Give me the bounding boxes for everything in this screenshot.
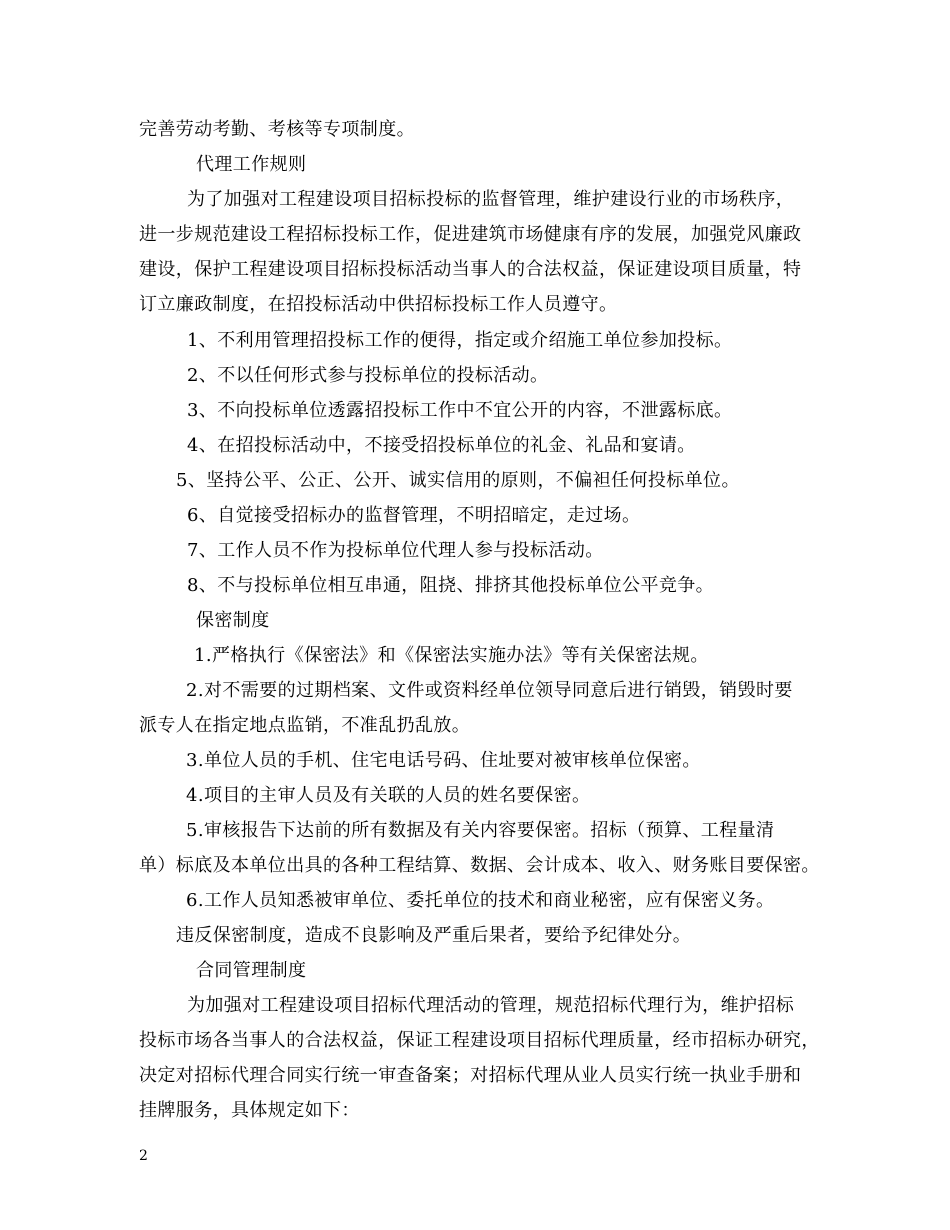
- text-line: 单）标底及本单位出具的各种工程结算、数据、会计成本、收入、财务账目要保密。: [139, 855, 820, 876]
- list-item: 5、坚持公平、公正、公开、诚实信用的原则，不偏袒任何投标单位。: [176, 470, 740, 491]
- list-item: 3.单位人员的手机、住宅电话号码、住址要对被审核单位保密。: [186, 750, 701, 771]
- text-line: 挂牌服务，具体规定如下：: [139, 1100, 360, 1121]
- list-item: 6、自觉接受招标办的监督管理，不明招暗定，走过场。: [187, 505, 641, 526]
- section-heading-agency-rules: 代理工作规则: [196, 154, 307, 175]
- page-number: 2: [139, 1148, 148, 1164]
- text-line: 为加强对工程建设项目招标代理活动的管理，规范招标代理行为，维护招标: [187, 995, 795, 1016]
- section-heading-contract-management: 合同管理制度: [196, 960, 307, 981]
- text-line: 订立廉政制度，在招投标活动中供招标投标工作人员遵守。: [139, 294, 618, 315]
- list-item: 4.项目的主审人员及有关联的人员的姓名要保密。: [186, 785, 591, 806]
- section-heading-confidentiality: 保密制度: [196, 610, 270, 631]
- list-item: 6.工作人员知悉被审单位、委托单位的技术和商业秘密，应有保密义务。: [186, 890, 775, 911]
- list-item: 1、不利用管理招投标工作的便得，指定或介绍施工单位参加投标。: [187, 330, 733, 351]
- list-item: 3、不向投标单位透露招投标工作中不宜公开的内容，不泄露标底。: [187, 400, 733, 421]
- text-line: 建设，保护工程建设项目招标投标活动当事人的合法权益，保证建设项目质量，特: [139, 259, 802, 280]
- list-item: 8、不与投标单位相互串通，阻挠、排挤其他投标单位公平竞争。: [187, 575, 715, 596]
- list-item: 2.对不需要的过期档案、文件或资料经单位领导同意后进行销毁，销毁时要: [186, 680, 793, 701]
- text-line: 完善劳动考勤、考核等专项制度。: [139, 119, 415, 140]
- list-item: 4、在招投标活动中，不接受招投标单位的礼金、礼品和宴请。: [187, 435, 696, 456]
- text-line: 派专人在指定地点监销，不准乱扔乱放。: [139, 715, 471, 736]
- list-item: 1.严格执行《保密法》和《保密法实施办法》等有关保密法规。: [194, 645, 709, 666]
- list-item: 5.审核报告下达前的所有数据及有关内容要保密。招标（预算、工程量清: [186, 820, 775, 841]
- text-line: 进一步规范建设工程招标投标工作，促进建筑市场健康有序的发展，加强党风廉政: [139, 224, 802, 245]
- list-item: 2、不以任何形式参与投标单位的投标活动。: [187, 365, 549, 386]
- list-item: 7、工作人员不作为投标单位代理人参与投标活动。: [187, 540, 604, 561]
- text-line: 投标市场各当事人的合法权益，保证工程建设项目招标代理质量，经市招标办研究，: [139, 1030, 820, 1051]
- text-line: 决定对招标代理合同实行统一审查备案；对招标代理从业人员实行统一执业手册和: [139, 1065, 802, 1086]
- text-line: 为了加强对工程建设项目招标投标的监督管理，维护建设行业的市场秩序，: [187, 189, 795, 210]
- text-line: 违反保密制度，造成不良影响及严重后果者，要给予纪律处分。: [176, 925, 692, 946]
